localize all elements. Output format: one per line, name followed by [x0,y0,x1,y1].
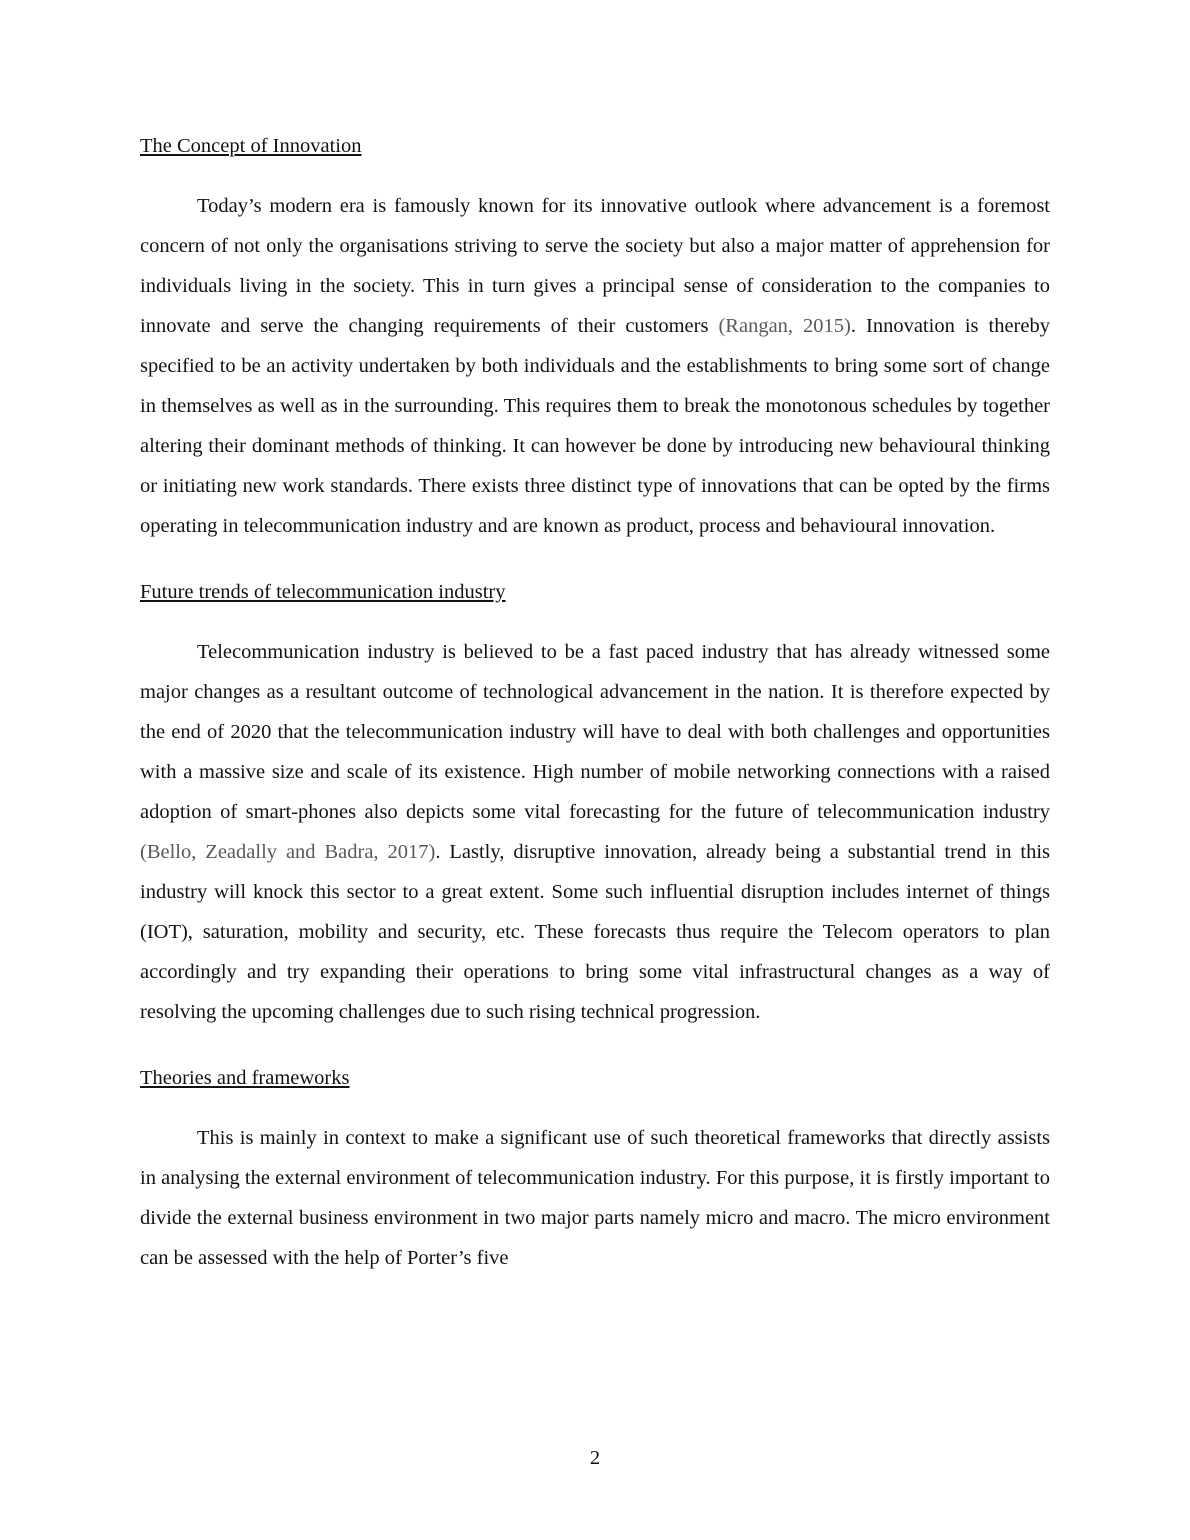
section-heading: Future trends of telecommunication industry [140,581,506,603]
section-heading: The Concept of Innovation [140,135,362,157]
paragraph [140,1118,1050,1278]
section-heading: Theories and frameworks [140,1067,350,1089]
paragraph-text: . Lastly, disruptive innovation, already being a substantial trend in this industry will knock this sector to a great extent. Some such influential disruption includes internet of things (IOT), saturation, mobility and security, etc. These forecasts thus require the Telecom operators to plan accordingly and try expanding their operations to bring some vital infrastructural changes as a way of resolving the upcoming challenges due to such rising technical progression. [140,841,1050,1023]
paragraph-text: Today’s modern era is famously known for its innovative outlook where advancement is a foremost concern of not only the organisations striving to serve the society but also a major matter of apprehension for individuals living in the society. This in turn gives a principal sense of consideration to the companies to innovate and serve the changing requirements of their customers [140,195,1050,337]
citation: (Rangan, 2015) [718,315,851,337]
paragraph [140,186,1050,546]
section-concept-of-innovation [140,126,1050,546]
section-theories-and-frameworks [140,1058,1050,1278]
paragraph-text: This is mainly in context to make a significant use of such theoretical frameworks that directly assists in analysing the external environment of telecommunication industry. For this purpose, it is firstly important to divide the external business environment in two major parts namely micro and macro. The micro environment can be assessed with the help of Porter’s five [140,1127,1050,1269]
paragraph [140,632,1050,1032]
page-number: 2 [589,1447,601,1469]
section-future-trends [140,572,1050,1032]
paragraph-text: Telecommunication industry is believed to be a fast paced industry that has already witnessed some major changes as a resultant outcome of technological advancement in the nation. It is therefore expected by the end of 2020 that the telecommunication industry will have to deal with both challenges and opportunities with a massive size and scale of its existence. High number of mobile networking connections with a raised adoption of smart-phones also depicts some vital forecasting for the future of telecommunication industry [140,641,1050,823]
citation: (Bello, Zeadally and Badra, 2017) [140,841,436,863]
paragraph-text: . Innovation is thereby specified to be an activity undertaken by both individuals and the establishments to bring some sort of change in themselves as well as in the surrounding. This requires them to break the monotonous schedules by together altering their dominant methods of thinking. It can however be done by introducing new behavioural thinking or initiating new work standards. There exists three distinct type of innovations that can be opted by the firms operating in telecommunication industry and are known as product, process and behavioural innovation. [140,315,1050,537]
